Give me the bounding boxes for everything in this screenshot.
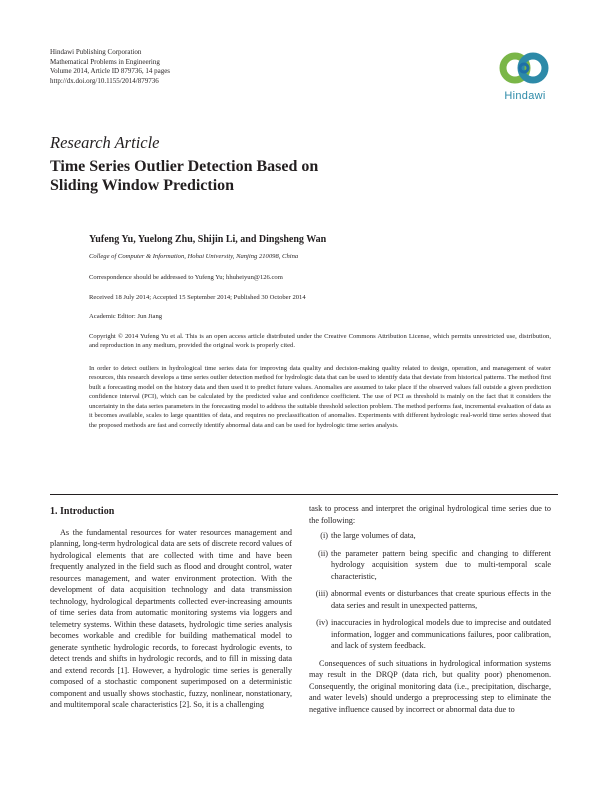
list-item [309,548,551,583]
doi-link[interactable]: http://dx.doi.org/10.1155/2014/879736 [50,76,159,85]
logo-text: Hindawi [504,90,546,102]
list-text: the large volumes of data, [331,531,416,540]
abstract: In order to detect outliers in hydrological time series data for improving data quality and decision-making quality related to design, operation, and management of water resources, this research develops a time series outlier detection method for hydrologic data that can be used to identify data that deviate from historical patterns. The method first built a forecasting model on the history data and then used it to predict future values. Anomalies are assumed to take place if the observed values fall outside a given prediction confidence interval (PCI), which can be calculated by the predicted value and confidence coefficient. The use of PCI as threshold is mainly on the fact that it considers the uncertainty in the data series parameters in the forecasting model to address the suitable threshold selection problem. The method performs fast, incremental evaluation of data as it becomes available, scales to large quantities of data, and requires no preclassification of anomalies. Experiments with different hydrologic real-world time series showed that the proposed methods are fast and correctly identify abnormal data and can be used for hydrologic time series analysis. [89,365,551,429]
hindawi-logo-icon [492,48,558,90]
right-column [309,503,551,715]
publication-dates: Received 18 July 2014; Accepted 15 September 2014; Published 30 October 2014 [89,294,306,301]
section-divider [50,494,558,495]
list-number: (iv) [316,618,328,627]
article-type: Research Article [50,133,160,152]
title-line-1: Time Series Outlier Detection Based on [50,158,319,175]
list-text: the parameter pattern being specific and changing to different hydrology acquisition system due to multi-temporal scale characteristic, [331,548,551,581]
consequences-paragraph: Consequences of such situations in hydrological information systems may result in the DRQP (data rich, but quality poor) phenomenon. Consequently, the original monitoring data (i.e., precipitation, discharge, and water levels) should undergo a preprocessing step to eliminate the negative influence caused by incorrect or abnormal data due to [309,658,551,714]
challenge-list [309,530,551,652]
hindawi-logo [492,48,558,104]
list-item [309,617,551,652]
list-number: (iii) [315,589,328,598]
affiliation: College of Computer & Information, Hohai University, Nanjing 210098, China [89,253,299,260]
intro-paragraph: As the fundamental resources for water resources management and planning, long-term hydrological data are sets of discrete record values of hydrological elements that are collected with time and have been frequently analyzed in the field such as flood and drought control, water resources management, and water environment protection. With the development of data acquisition technology and data transmission technology, hydrological departments collected ever-increasing amounts of time series data from automatic monitoring systems via loggers and telemetry systems. Within these datasets, hydrologic time series analysis becomes workable and credible for building mathematical model to generate synthetic hydrologic records, to forecast hydrologic events, to detect trends and shifts in hydrologic records, and to fill in missing data and extend records [1]. However, a hydrologic time series is generally composed of a stochastic component superimposed on a deterministic component and usually shows stochastic, fuzzy, nonlinear, nonstationary, and multitemporal scale characteristics [2]. So, it is a challenging [50,527,292,709]
left-column [50,506,292,711]
list-number: (ii) [317,548,328,558]
list-number: (i) [320,531,328,540]
list-item [309,588,551,611]
list-text: inaccuracies in hydrological models due to imprecise and outdated information, logger and communications failures, poor calibration, and lack of system feedback. [331,618,551,650]
list-item [309,530,551,542]
intro-continuation: task to process and interpret the original hydrological time series due to the following: [309,504,551,525]
publication-info [50,48,170,86]
copyright-notice: Copyright © 2014 Yufeng Yu et al. This is an open access article distributed under the Creative Commons Attribution License, which permits unrestricted use, distribution, and reproduction in any medium, provided the original work is properly cited. [89,333,551,350]
list-text: abnormal events or disturbances that create spurious effects in the data series and result in unexpected patterns, [331,589,551,610]
journal-name: Mathematical Problems in Engineering [50,57,160,66]
author-list: Yufeng Yu, Yuelong Zhu, Shijin Li, and Dingsheng Wan [89,234,327,245]
academic-editor: Academic Editor: Jun Jiang [89,313,163,320]
article-title [50,157,470,195]
section-heading: 1. Introduction [50,506,115,517]
publisher: Hindawi Publishing Corporation [50,48,142,56]
title-line-2: Sliding Window Prediction [50,177,235,194]
correspondence: Correspondence should be addressed to Yufeng Yu; hhuheiyun@126.com [89,274,283,281]
volume-info: Volume 2014, Article ID 879736, 14 pages [50,67,171,76]
